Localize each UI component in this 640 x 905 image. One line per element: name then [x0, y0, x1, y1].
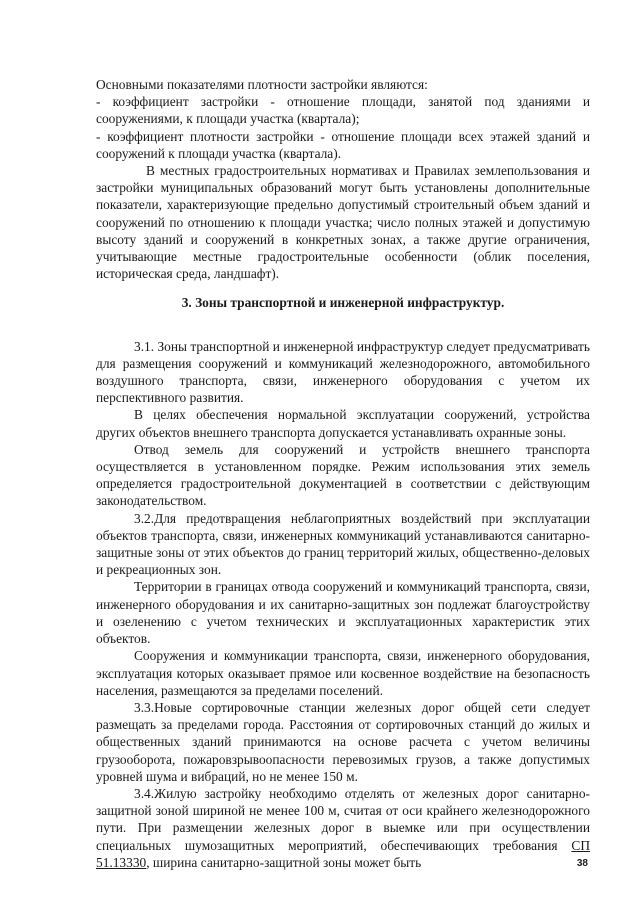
intro-lead: Основными показателями плотности застройки являются:	[96, 77, 428, 92]
paragraph-protection-zones: В целях обеспечения нормальной эксплуатации сооружений, устройства других объектов внешнего транспорта допускается устанавливать охранные зоны.	[96, 407, 590, 440]
section-body	[96, 338, 590, 871]
paragraph-3-3: 3.3.Новые сортировочные станции железных дорог общей сети следует размещать за пределами города. Расстояния от сортировочных станций до жилых и общественных зданий принимаются на основе расчета с учетом величины грузооборота, пожаровзрывоопасности перевозимых грузов, а также допустимых уровней шума и вибраций, но не менее 150 м.	[96, 699, 590, 784]
paragraph-territories: Территории в границах отвода сооружений и коммуникаций транспорта, связи, инженерного оборудования и их санитарно-защитных зон подлежат благоустройству и озеленению с учетом технических и эксплуатационных характеристик этих объектов.	[96, 579, 590, 647]
paragraph-structures: Сооружения и коммуникации транспорта, связи, инженерного оборудования, эксплуатация которых оказывает прямое или косвенное воздействие на безопасность населения, размещаются за пределами поселений.	[96, 648, 590, 698]
page-content	[96, 76, 590, 871]
page-number: 38	[576, 858, 588, 869]
standard-reference-link[interactable]: СП 51.13330	[96, 837, 590, 870]
paragraph-3-4-text: 3.4.Жилую застройку необходимо отделять от железных дорог санитарно-защитной зоной шириной не менее 100 м, считая от оси крайнего железнодорожного пути. При размещении железных дорог в выемке или при осуществлении специальных шумозащитных мероприятий, обеспечивающих требования	[96, 785, 590, 853]
intro-item-density-coefficient: - коэффициент плотности застройки - отношение площади всех этажей зданий и сооружений к площади участка (квартала).	[96, 128, 590, 161]
paragraph-3-2: 3.2.Для предотвращения неблагоприятных воздействий при эксплуатации объектов транспорта, связи, инженерных коммуникаций устанавливаются санитарно-защитные зоны от этих объектов до границ территорий жилых, общественно-деловых и рекреационных зон.	[96, 510, 590, 578]
intro-paragraph: В местных градостроительных нормативах и Правилах землепользования и застройки муниципальных образований могут быть установлены дополнительные показатели, характеризующие предельно допустимый строительный объем зданий и сооружений по отношению к площади участка; число полных этажей и допустимую высоту зданий и сооружений в конкретных зонах, а также другие ограничения, учитывающие местные градостроительные особенности (облик поселения, историческая среда, ландшафт).	[96, 163, 590, 282]
paragraph-3-4-tail: , ширина санитарно-защитной зоны может быть	[146, 854, 422, 870]
paragraph-3-1: 3.1. Зоны транспортной и инженерной инфраструктур следует предусматривать для размещения сооружений и коммуникаций железнодорожного, автомобильного воздушного транспорта, связи, инженерного оборудования с учетом их перспективного развития.	[96, 338, 590, 406]
paragraph-land-allotment: Отвод земель для сооружений и устройств внешнего транспорта осуществляется в установленном порядке. Режим использования этих земель определяется градостроительной документацией в соответствии с действующим законодательством.	[96, 441, 590, 509]
paragraph-3-4	[96, 785, 590, 871]
section-title: 3. Зоны транспортной и инженерной инфраструктур.	[181, 295, 505, 311]
intro-item-building-coefficient: - коэффициент застройки - отношение площади, занятой под зданиями и сооружениями, к площади участка (квартала);	[96, 94, 590, 127]
